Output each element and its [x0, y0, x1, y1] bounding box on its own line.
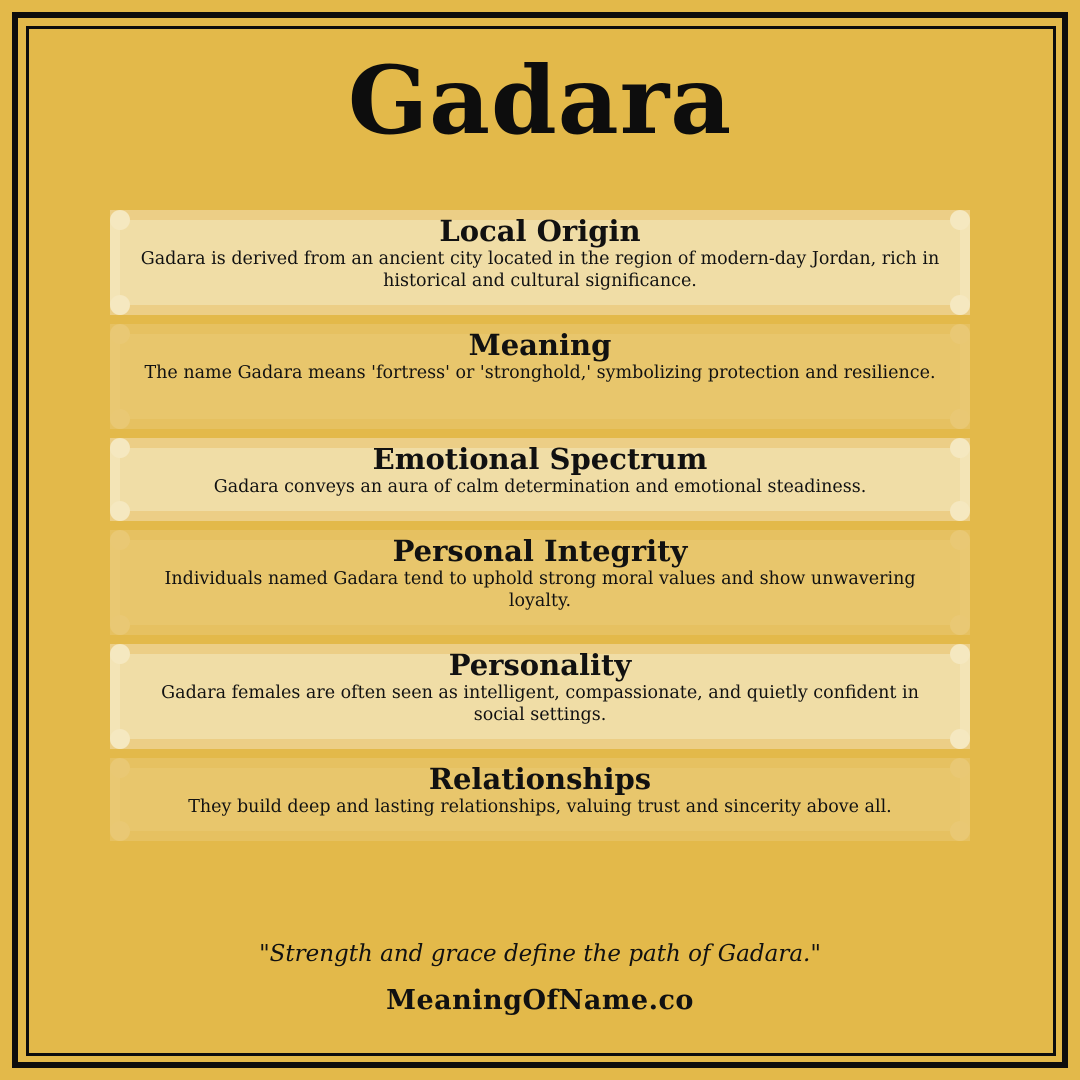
name-title: Gadara — [347, 46, 733, 156]
corner-ornament — [950, 295, 970, 315]
section-heading: Personal Integrity — [392, 534, 688, 568]
section-text: Gadara conveys an aura of calm determination and emotional steadiness. — [213, 477, 867, 497]
corner-ornament — [950, 615, 970, 635]
section-heading: Meaning — [468, 328, 612, 362]
section-personality — [110, 644, 970, 749]
corner-ornament — [110, 409, 130, 429]
brand-name: MeaningOfName.co — [386, 985, 694, 1016]
section-text: Gadara females are often seen as intelligent, compassionate, and quietly confident in social settings. — [161, 683, 919, 725]
section-local-origin — [110, 210, 970, 315]
corner-ornament — [110, 821, 130, 841]
section-text: Gadara is derived from an ancient city located in the region of modern-day Jordan, rich in historical and cultural significance. — [140, 249, 940, 291]
quote-text: "Strength and grace define the path of Gadara." — [259, 941, 821, 967]
section-heading: Local Origin — [439, 214, 641, 248]
section-text: Individuals named Gadara tend to uphold strong moral values and show unwavering loyalty. — [164, 569, 916, 611]
corner-ornament — [110, 295, 130, 315]
section-text: The name Gadara means 'fortress' or 'stronghold,' symbolizing protection and resilience. — [144, 363, 936, 383]
section-heading: Emotional Spectrum — [372, 442, 708, 476]
corner-ornament — [110, 615, 130, 635]
section-heading: Personality — [448, 648, 632, 682]
section-meaning — [110, 324, 970, 429]
corner-ornament — [950, 501, 970, 521]
corner-ornament — [110, 729, 130, 749]
corner-ornament — [950, 729, 970, 749]
corner-ornament — [110, 501, 130, 521]
section-text: They build deep and lasting relationships, valuing trust and sincerity above all. — [188, 797, 892, 817]
section-emotional-spectrum — [110, 438, 970, 521]
corner-ornament — [950, 821, 970, 841]
section-personal-integrity — [110, 530, 970, 635]
section-relationships — [110, 758, 970, 841]
corner-ornament — [950, 409, 970, 429]
section-heading: Relationships — [428, 762, 652, 796]
